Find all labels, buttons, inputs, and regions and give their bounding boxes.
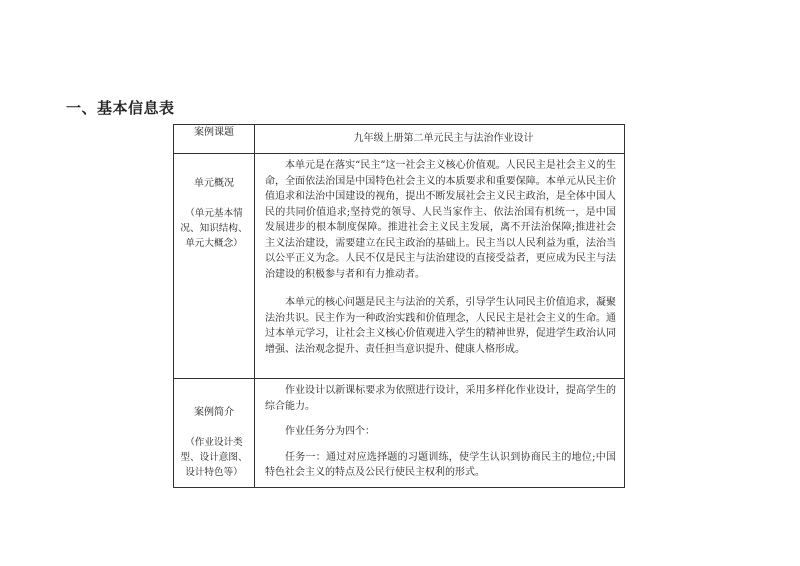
table-row: [174, 125, 625, 154]
table-row: [174, 154, 625, 379]
case-intro-cell: [255, 379, 625, 488]
case-intro-paragraph: 作业设计以新课标要求为依照进行设计，采用多样化作业设计，提高学生的综合能力。: [265, 385, 616, 412]
unit-overview-label: 单元概况: [194, 178, 234, 189]
row-label-case-intro: [174, 379, 255, 488]
unit-overview-paragraph: 本单元是在落实“民主”这一社会主义核心价值观。人民民主是社会主义的生命，全面依法治国是中国特色社会主义的本质要求和重要保障。本单元从民主价值追求和法治中国建设的视角，提出不断发展社会主义民主政治，是全体中国人民的共同价值追求;坚持党的领导、人民当家作主、依法治国有机统一，是中国发展进步的根本制度保障。推进社会主义民主发展，离不开法治保障;推进社会主义法治建设，需要建立在民主政治的基础上。民主当以人民利益为重，法治当以公平正义为念。人民不仅是民主与法治建设的直接受益者，更应成为民主与法治建设的积极参与者和有力推动者。: [265, 160, 616, 280]
section-title: 一、基本信息表: [66, 99, 175, 117]
row-label-unit-overview: [174, 154, 255, 379]
row-label-topic: 案例课题: [174, 125, 255, 154]
unit-overview-paragraph: 本单元的核心问题是民主与法治的关系，引导学生认同民主价值追求，凝聚法治共识。民主作为一种政治实践和价值理念，人民民主是社会主义的生命。通过本单元学习，让社会主义核心价值观进入学生的精神世界，促进学生政治认同增强、法治观念提升、责任担当意识提升、健康人格形成。: [265, 297, 616, 355]
case-intro-label: 案例简介: [194, 407, 234, 418]
case-intro-paragraph: 作业任务分为四个：: [285, 426, 375, 437]
basic-info-table: [173, 124, 625, 488]
case-intro-paragraph: 任务一：通过对应选择题的习题训练，使学生认识到协商民主的地位;中国特色社会主义的特点及公民行使民主权利的形式。: [265, 451, 616, 478]
unit-overview-cell: [255, 154, 625, 379]
topic-cell: [255, 125, 625, 154]
table-row: [174, 379, 625, 488]
case-intro-sublabel: （作业设计类型、设计意图、设计特色等）: [180, 436, 248, 478]
unit-overview-sublabel: （单元基本情况、知识结构、单元大概念）: [180, 207, 248, 249]
topic-value: 九年级上册第二单元民主与法治作业设计: [353, 133, 534, 145]
